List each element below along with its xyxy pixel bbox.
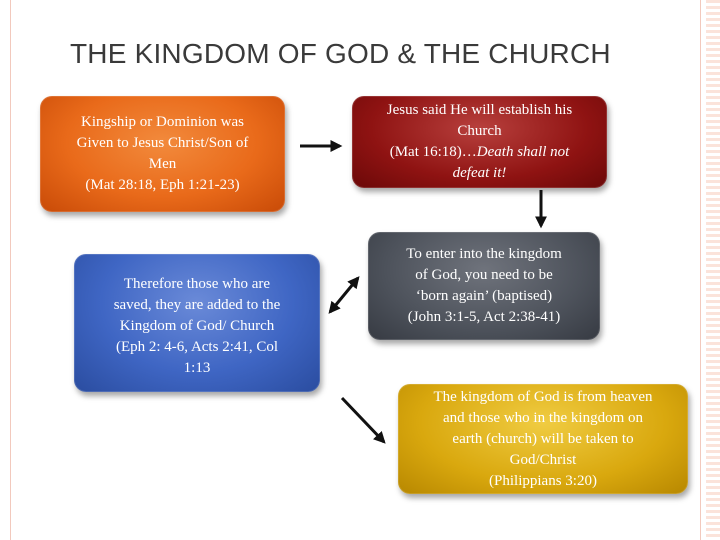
saved-line-1: Therefore those who are bbox=[123, 275, 271, 292]
slide-title: THE KINGDOM OF GOD & THE CHURCH bbox=[70, 38, 611, 69]
kingship-line-3: Men bbox=[148, 156, 177, 172]
born-again-line-2: of God, you need to be bbox=[415, 267, 553, 283]
saved-line-3: Kingdom of God/ Church bbox=[119, 317, 275, 334]
church-line-4: defeat it! bbox=[452, 165, 507, 181]
heaven-line-2: and those who in the kingdom on bbox=[443, 409, 643, 426]
church-reference: (Mat 16:18)… bbox=[389, 144, 477, 160]
saved-line-2: saved, they are added to the bbox=[113, 296, 281, 313]
saved-line-4: (Eph 2: 4-6, Acts 2:41, Col bbox=[115, 338, 279, 355]
kingship-line-1: Kingship or Dominion was bbox=[81, 114, 244, 130]
church-line-1: Jesus said He will establish his bbox=[386, 102, 573, 118]
heaven-line-3: earth (church) will be taken to bbox=[452, 430, 634, 447]
heaven-line-1: The kingdom of God is from heaven bbox=[433, 388, 653, 405]
born-again-line-3: ‘born again’ (baptised) bbox=[415, 288, 553, 304]
heaven-line-4: God/Christ bbox=[509, 451, 577, 468]
church-quote-start: Death shall not bbox=[476, 144, 570, 160]
born-again-line-4: (John 3:1-5, Act 2:38-41) bbox=[407, 309, 561, 325]
heaven-line-5: (Philippians 3:20) bbox=[489, 472, 597, 489]
kingship-line-2: Given to Jesus Christ/Son of bbox=[76, 135, 249, 151]
church-line-2: Church bbox=[457, 123, 502, 139]
born-again-line-1: To enter into the kingdom bbox=[406, 246, 562, 262]
kingship-line-4: (Mat 28:18, Eph 1:21-23) bbox=[85, 177, 240, 193]
arrow-saved-born-again-bidirectional bbox=[330, 278, 358, 312]
saved-line-5: 1:13 bbox=[183, 359, 211, 376]
arrow-saved-to-heaven bbox=[342, 398, 384, 442]
